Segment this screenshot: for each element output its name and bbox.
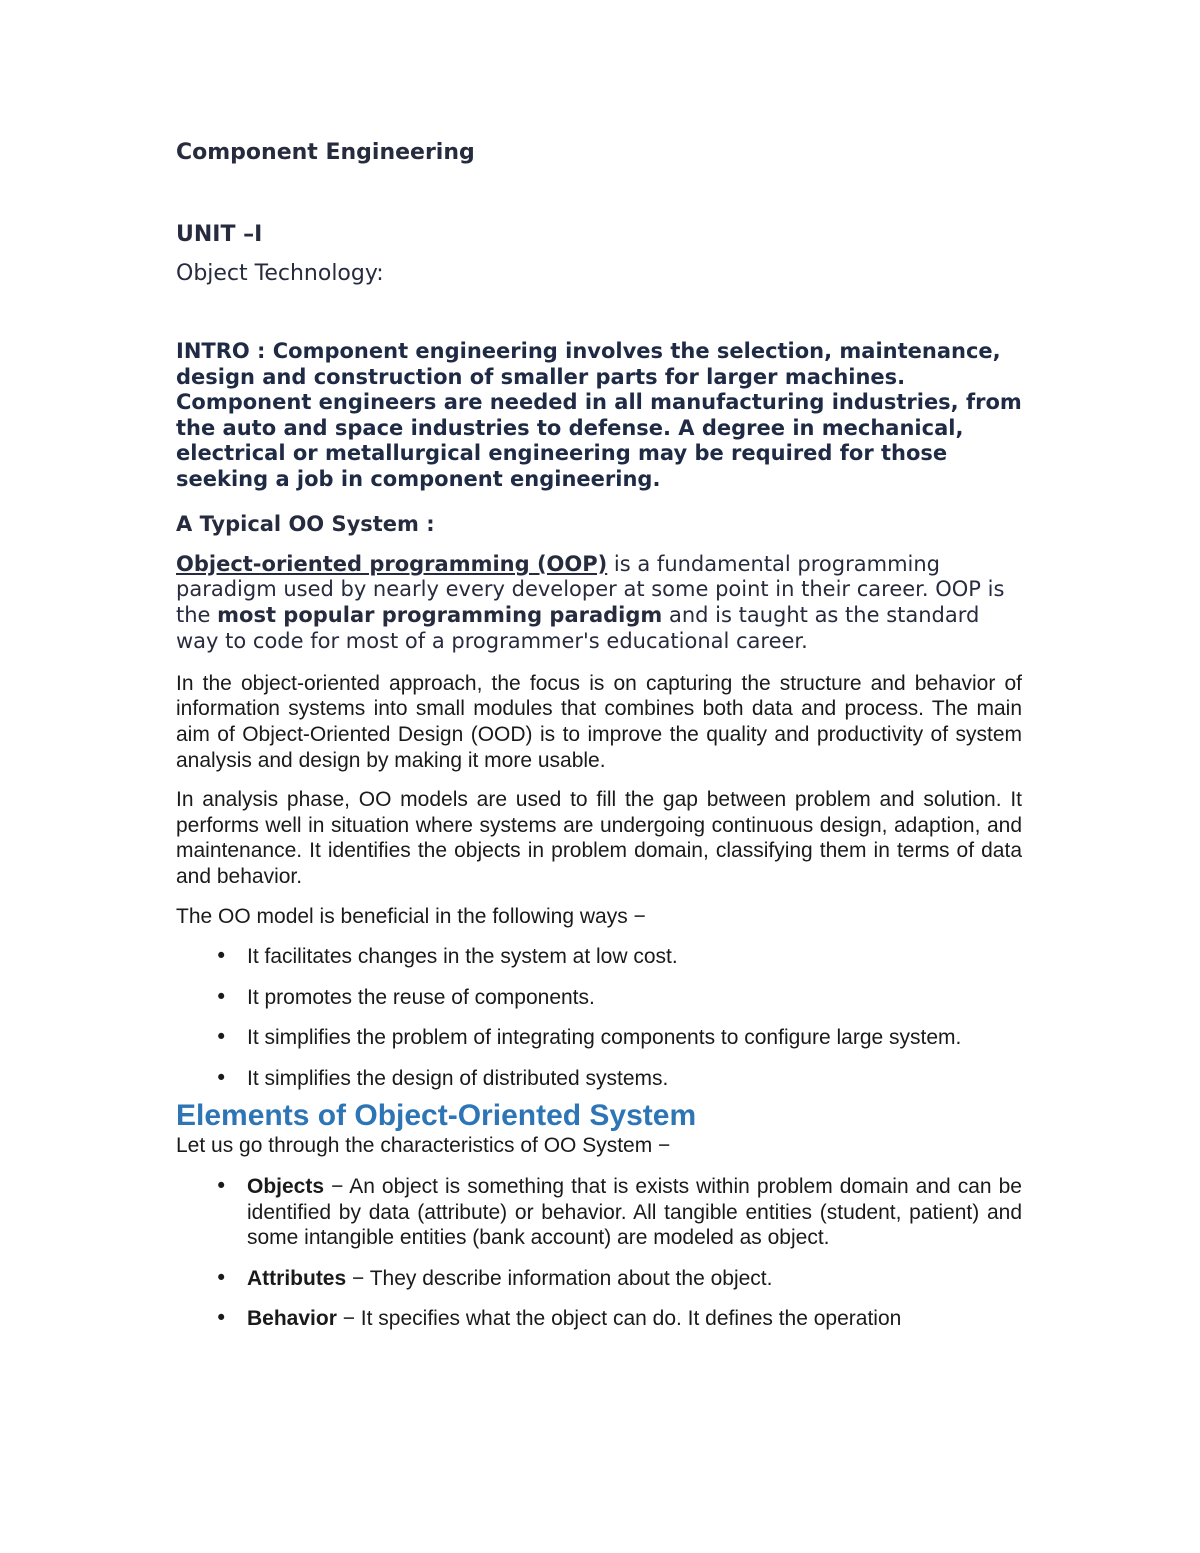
oop-term: Object-oriented programming (OOP) bbox=[176, 551, 608, 576]
bullet-icon: • bbox=[215, 984, 228, 1009]
elements-intro: Let us go through the characteristics of OO System − bbox=[176, 1134, 671, 1158]
list-item-text: It simplifies the problem of integrating components to configure large system. bbox=[247, 1026, 962, 1050]
list-item bbox=[176, 1266, 1022, 1292]
list-item bbox=[176, 1174, 1022, 1251]
list-item-text: It promotes the reuse of components. bbox=[247, 985, 595, 1009]
intro-paragraph: INTRO : Component engineering involves the selection, maintenance, design and construction of smaller parts for larger machines. Component engineers are needed in all manufacturing industries, from the auto and space industries to defense. A degree in mechanical, electrical or metallurgical engineering may be required for those seeking a job in component engineering. bbox=[176, 339, 1022, 491]
body-paragraph-analysis: In analysis phase, OO models are used to fill the gap between problem and solution. It performs well in situation where systems are undergoing continuous design, adaption, and maintenance. It identifies the objects in problem domain, classifying them in terms of data and behavior. bbox=[176, 788, 1022, 888]
elements-list bbox=[176, 1174, 1022, 1332]
list-item-text: It facilitates changes in the system at low cost. bbox=[247, 945, 678, 969]
unit-heading: UNIT –I bbox=[176, 222, 263, 247]
oop-bold-phrase: most popular programming paradigm bbox=[217, 603, 663, 628]
oo-system-heading: A Typical OO System : bbox=[176, 511, 435, 536]
bullet-icon: • bbox=[215, 1306, 228, 1331]
list-item bbox=[176, 1066, 1022, 1092]
list-item-text: It simplifies the design of distributed systems. bbox=[247, 1066, 669, 1090]
bullet-icon: • bbox=[215, 1025, 228, 1050]
page-content bbox=[176, 138, 1022, 1332]
elements-heading: Elements of Object-Oriented System bbox=[176, 1099, 697, 1133]
list-item bbox=[176, 1306, 1022, 1332]
list-item bbox=[176, 1025, 1022, 1051]
oop-text-1: is a fundamental programming paradigm used by nearly every developer at some point in their career. OOP is the bbox=[176, 551, 1005, 628]
element-term: Attributes bbox=[247, 1266, 347, 1290]
bullet-icon: • bbox=[215, 944, 228, 969]
body-paragraph-approach: In the object-oriented approach, the focus is on capturing the structure and behavior of information systems into small modules that combines both data and process. The main aim of Object-Oriented Design (OOD) is to improve the quality and productivity of system analysis and design by making it more usable. bbox=[176, 671, 1022, 772]
oop-text-2: and is taught as the standard way to code for most of a programmer's educational career. bbox=[176, 603, 980, 653]
bullet-icon: • bbox=[215, 1265, 228, 1290]
document-title: Component Engineering bbox=[176, 140, 475, 165]
list-item bbox=[176, 944, 1022, 970]
bullet-icon: • bbox=[215, 1174, 228, 1199]
benefits-list bbox=[176, 944, 1022, 1091]
body-paragraph-benefits-intro: The OO model is beneficial in the following ways − bbox=[176, 904, 646, 928]
element-description: − An object is something that is exists within problem domain and can be identified by data (attribute) or behavior. All tangible entities (student, patient) and some intangible entities (bank account) are modeled as object. bbox=[247, 1175, 1022, 1250]
oop-paragraph bbox=[176, 552, 1022, 655]
element-term: Objects bbox=[247, 1175, 325, 1199]
bullet-icon: • bbox=[215, 1065, 228, 1090]
section-subheading: Object Technology: bbox=[176, 261, 384, 286]
element-description: − They describe information about the object. bbox=[346, 1266, 773, 1290]
element-term: Behavior bbox=[247, 1307, 337, 1331]
element-description: − It specifies what the object can do. It defines the operation bbox=[336, 1307, 902, 1331]
list-item bbox=[176, 985, 1022, 1011]
